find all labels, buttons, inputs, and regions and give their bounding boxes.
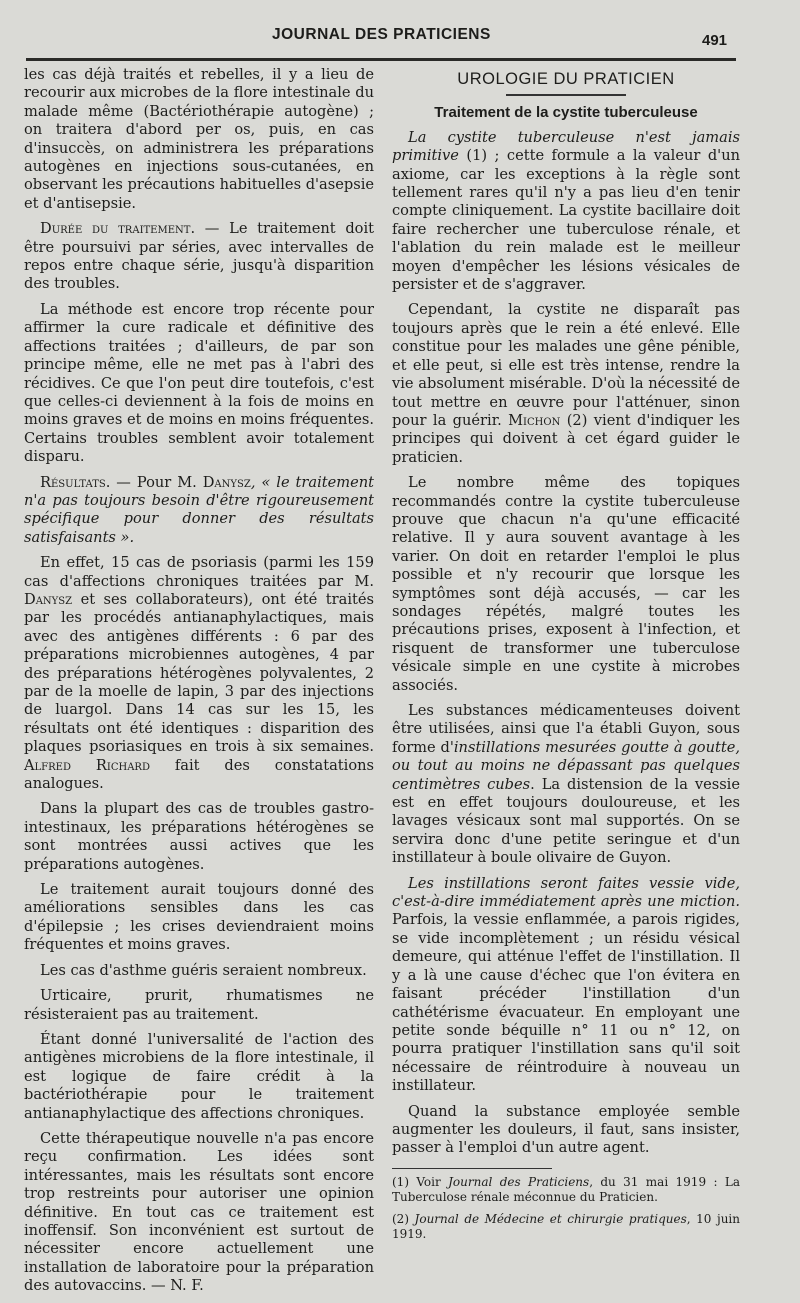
footnote-text: (1) Voir xyxy=(392,1174,449,1189)
run-in-heading: Résultats. — xyxy=(40,473,131,491)
italic-text: instillations mesurées goutte à goutte, ou tout au moins ne dépassant pas quelques centimètres cubes xyxy=(392,738,740,793)
paragraph-text: Parfois, la vessie enflammée, a parois rigides, se vide incomplètement ; un résidu vésical demeure, qui atténue l'effet de l'instillation. Il y a là une cause d'échec que l'on évitera en faisant précéder l'instillation d'un cathétérisme évacuateur. En employant une petite sonde béquille n° 11 ou n° 12, on pourra pratiquer l'instillation sans qu'il soit nécessaire de réintroduire à nouveau un instillateur. xyxy=(392,911,740,1095)
paragraph-text: En effet, 15 cas de psoriasis (parmi les 159 cas d'affections chroniques traitées par M. xyxy=(24,554,374,590)
author-name: Danysz xyxy=(24,590,73,608)
quotation: , « le traitement n'a pas toujours besoin d'être rigoureusement spécifique pour donner des résultats satisfaisants ». xyxy=(24,473,374,546)
italic-text: Journal des Praticiens xyxy=(448,1174,590,1189)
paragraph: Quand la substance employée semble augmenter les douleurs, il faut, sans insister, passer à l'emploi d'un autre agent. xyxy=(392,1102,740,1157)
paragraph xyxy=(24,554,374,793)
right-column xyxy=(392,66,740,1249)
author-name: Michon xyxy=(508,411,561,429)
section-title: UROLOGIE DU PRATICIEN xyxy=(457,70,675,88)
paragraph xyxy=(392,129,740,295)
paragraph-text: et ses collaborateurs), ont été traités par les procédés antianaphylactiques, mais avec des antigènes différents : 6 par des préparations microbiennes autogènes, 4 par des préparations hétérogènes polyvalentes, 2 par de la moelle de lapin, 3 par des injections de luargol. Dans 14 cas sur les 15, les résultats ont été identiques : disparition des plaques psoriasiques en trois à six semaines. xyxy=(24,590,374,756)
article-title: Traitement de la cystite tuberculeuse xyxy=(434,104,698,122)
footnote-text: (2) xyxy=(392,1211,415,1226)
paragraph-text: Le traitement doit être poursuivi par séries, avec intervalles de repos entre chaque série, jusqu'à disparition des troubles. xyxy=(24,220,375,293)
paragraph-text: (2) vient d'indiquer les principes qui doivent à cet égard guider le praticien. xyxy=(392,411,740,466)
paragraph-text: Cependant, la cystite ne disparaît pas toujours après que le rein a été enlevé. Elle constitue pour les malades une gêne pénible, et elle peut, si elle est très intense, rendre la vie absolument misérable. D'où la nécessité de tout mettre en œuvre pour l'atténuer, sinon pour la guérir. xyxy=(392,301,740,429)
paragraph-text: . La distension de la vessie est en effet toujours douloureuse, et les lavages vésicaux sont mal supportés. On se servira donc d'une petite seringue et d'un instillateur à boule olivaire de Guyon. xyxy=(392,775,740,867)
paragraph: Étant donné l'universalité de l'action des antigènes microbiens de la flore intestinale, il est logique de faire crédit à la bactériothérapie pour le traitement antianaphylactique des affections chroniques. xyxy=(24,1030,374,1122)
running-title: JOURNAL DES PRATICIENS xyxy=(272,26,491,43)
italic-text: Les instillations seront faites vessie vide, c'est-à-dire immédiatement après une miction. xyxy=(392,874,740,911)
title-rule xyxy=(506,94,626,96)
author-name: Danysz xyxy=(202,473,251,491)
paragraph: Les cas d'asthme guéris seraient nombreux. xyxy=(40,961,367,979)
paragraph: Le nombre même des topiques recommandés contre la cystite tuberculeuse prouve que chacun n'a qu'une efficacité relative. Il y aura souvent avantage à les varier. On doit en retarder l'emploi le plus possible et n'y recourir que lorsque les symptômes sont déjà accusés, — car les sondages répétés, malgré toutes les précautions prises, exposent à l'infection, et risquent de transformer une tuberculose vésicale simple en une cystite à microbes associés. xyxy=(392,474,740,694)
page-header xyxy=(0,24,800,48)
header-rule xyxy=(26,58,736,61)
page-number: 491 xyxy=(702,32,728,49)
paragraph-text: fait des constatations analogues. xyxy=(24,756,374,793)
paragraph-duree xyxy=(24,220,374,294)
paragraph-text: Pour M. xyxy=(130,473,203,491)
italic-text: Journal de Médecine et chirurgie pratiques xyxy=(414,1211,687,1226)
paragraph: Cette thérapeutique nouvelle n'a pas encore reçu confirmation. Les idées sont intéressantes, mais les résultats sont encore trop restreints pour autoriser une opinion définitive. En tout cas ce traitement est inoffensif. Son inconvénient est surtout de nécessiter encore actuellement une installation de laboratoire pour la préparation des autovaccins. — N. F. xyxy=(24,1129,374,1295)
italic-text: La cystite tuberculeuse n'est jamais primitive xyxy=(392,128,740,165)
paragraph: La méthode est encore trop récente pour affirmer la cure radicale et définitive des affections traitées ; d'ailleurs, de par son principe même, elle ne met pas à l'abri des récidives. Ce que l'on peut dire toutefois, c'est que celles-ci deviennent à la fois de moins en moins graves et de moins en moins fréquentes. Certains troubles semblent avoir totalement disparu. xyxy=(24,300,374,466)
paragraph-text: Les substances médicamenteuses doivent être utilisées, ainsi que l'a établi Guyon, sous forme d' xyxy=(392,702,740,756)
run-in-heading: Durée du traitement. — xyxy=(40,220,220,238)
paragraph-text: (1) ; cette formule a la valeur d'un axiome, car les exceptions à la règle sont tellement rares qu'il n'y a pas lieu d'en tenir compte cliniquement. La cystite bacillaire doit faire rechercher une tuberculose rénale, et l'ablation du rein malade est le meilleur moyen d'empêcher les lésions vésicales de persister et de s'aggraver. xyxy=(392,147,740,294)
paragraph: les cas déjà traités et rebelles, il y a lieu de recourir aux microbes de la flore intestinale du malade même (Bactériothérapie autogène) ; on traitera d'abord per os, puis, en cas d'insuccès, on administrera les préparations autogènes en injections sous-cutanées, en observant les précautions habituelles d'asepsie et d'antisepsie. xyxy=(24,66,375,212)
footnote-text: , 10 juin 1919. xyxy=(392,1211,740,1241)
footnote-text: , du 31 mai 1919 : La Tuberculose rénale méconnue du Praticien. xyxy=(392,1174,740,1204)
footnote-rule xyxy=(392,1168,552,1169)
footnote xyxy=(392,1175,740,1205)
footnote xyxy=(392,1212,740,1242)
author-name: Alfred Richard xyxy=(24,756,150,774)
paragraph xyxy=(392,301,740,467)
paragraph: Dans la plupart des cas de troubles gastro-intestinaux, les préparations hétérogènes se sont montrées aussi actives que les préparations autogènes. xyxy=(24,800,374,873)
paragraph xyxy=(392,702,740,868)
left-column xyxy=(24,66,374,1303)
paragraph: Urticaire, prurit, rhumatismes ne résisteraient pas au traitement. xyxy=(24,987,374,1023)
paragraph-resultats xyxy=(24,474,374,548)
paragraph: Le traitement aurait toujours donné des améliorations sensibles dans les cas d'épilepsie ; les crises deviendraient moins fréquentes et moins graves. xyxy=(24,881,374,954)
paragraph xyxy=(392,875,740,1096)
